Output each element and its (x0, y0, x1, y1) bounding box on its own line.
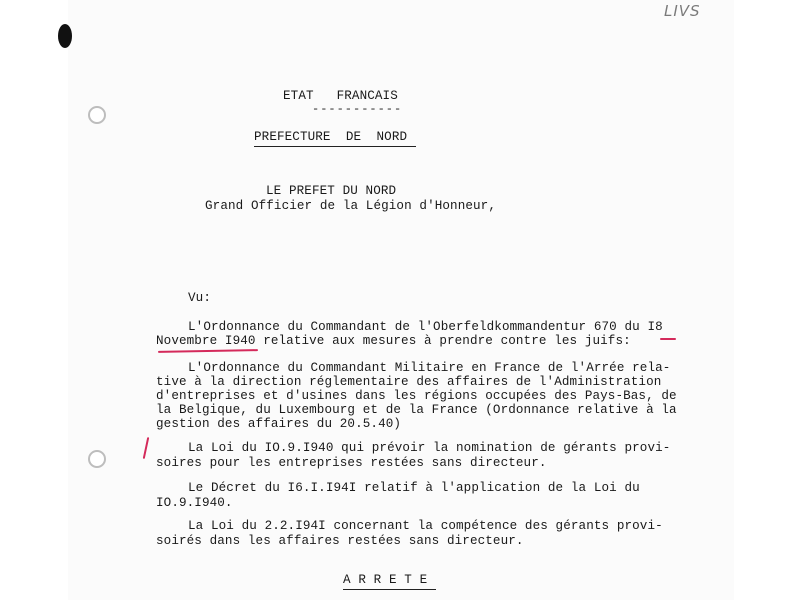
clause2-line4: la Belgique, du Luxembourg et de la France (Ordonnance relative à la (156, 403, 677, 417)
clause4-line1: Le Décret du I6.I.I94I relatif à l'application de la Loi du (188, 481, 640, 495)
scan-margin-left (0, 0, 68, 600)
decree-heading: A R R E T E (343, 573, 428, 587)
clause2-line3: d'entreprises et d'usines dans les régions occupées des Pays-Bas, de (156, 389, 677, 403)
punch-hole-bottom (88, 450, 106, 468)
prefecture-underline (254, 146, 416, 147)
decree-underline (343, 589, 436, 590)
clause5-line1: La Loi du 2.2.I94I concernant la compétence des gérants provi- (188, 519, 663, 533)
clause1-line2: Novembre I940 relative aux mesures à prendre contre les juifs: (156, 334, 631, 348)
scan-margin-right (734, 0, 800, 600)
issuer-title: LE PREFET DU NORD (266, 184, 397, 198)
clause3-line2: soires pour les entreprises restées sans directeur. (156, 456, 547, 470)
clause4-line2: IO.9.I940. (156, 496, 233, 510)
corner-handwritten-note: LIVS (664, 2, 701, 20)
punch-hole-top (88, 106, 106, 124)
clause2-line5: gestion des affaires du 20.5.40) (156, 417, 402, 431)
header-separator: ----------- (312, 102, 403, 116)
clause3-line1: La Loi du IO.9.I940 qui prévoir la nomination de gérants provi- (188, 441, 671, 455)
header-state: ETAT FRANCAIS (283, 89, 398, 103)
issuer-honor: Grand Officier de la Légion d'Honneur, (205, 199, 496, 213)
clause5-line2: soirés dans les affaires restées sans directeur. (156, 534, 524, 548)
clause1-line1: L'Ordonnance du Commandant de l'Oberfeldkommandentur 670 du I8 (188, 320, 663, 334)
ink-blot (58, 24, 72, 48)
clause2-line2: tive à la direction réglementaire des affaires de l'Administration (156, 375, 662, 389)
red-mark-end (660, 338, 676, 340)
header-prefecture: PREFECTURE DE NORD (254, 130, 408, 144)
vu-label: Vu: (188, 291, 211, 305)
clause2-line1: L'Ordonnance du Commandant Militaire en France de l'Arrée rela- (188, 361, 671, 375)
